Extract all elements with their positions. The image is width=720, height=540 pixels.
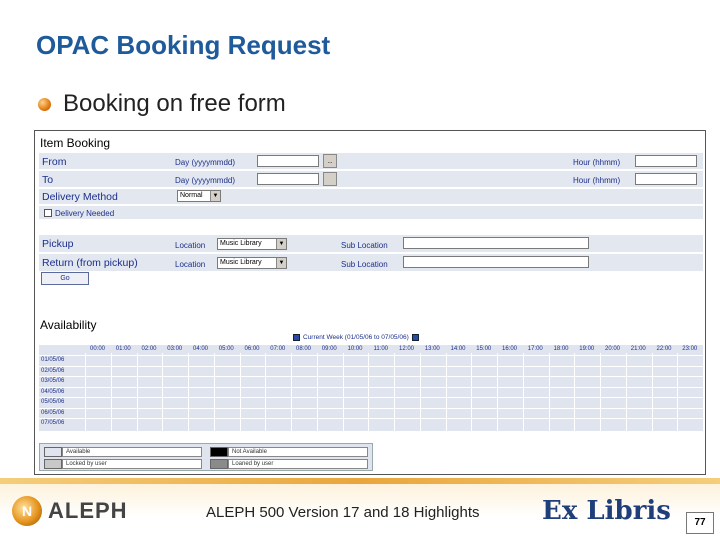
day-label: 02/05/06 <box>41 367 65 374</box>
hour-header: 10:00 <box>347 346 363 352</box>
footer-text: ALEPH 500 Version 17 and 18 Highlights <box>206 504 480 521</box>
delivery-method-row <box>39 188 703 204</box>
hour-header: 14:00 <box>450 346 466 352</box>
legend <box>39 443 373 471</box>
day-label: 04/05/06 <box>41 388 65 395</box>
go-button[interactable]: Go <box>41 272 89 285</box>
from-hour-label: Hour (hhmm) <box>573 158 621 167</box>
to-calendar-button[interactable] <box>323 172 337 186</box>
hour-header: 05:00 <box>218 346 234 352</box>
grid-row-line <box>39 376 703 377</box>
from-row <box>39 152 703 169</box>
grid-row-line <box>39 408 703 409</box>
pickup-sub-location-input[interactable] <box>403 237 589 249</box>
delivery-method-select[interactable] <box>177 190 221 202</box>
hour-header: 00:00 <box>89 346 105 352</box>
legend-loaned-swatch <box>210 459 228 469</box>
delivery-needed-row <box>39 205 703 219</box>
legend-available-swatch <box>44 447 62 457</box>
hour-header: 09:00 <box>321 346 337 352</box>
pickup-location-value: Music Library <box>220 240 262 247</box>
availability-grid <box>39 345 703 431</box>
to-hour-input[interactable] <box>635 173 697 185</box>
hour-header: 20:00 <box>604 346 620 352</box>
return-label: Return (from pickup) <box>42 257 138 269</box>
delivery-needed-label: Delivery Needed <box>55 209 115 218</box>
hour-header: 03:00 <box>167 346 183 352</box>
return-location-label: Location <box>175 260 206 269</box>
grid-row-line <box>39 355 703 356</box>
pickup-location-select[interactable] <box>217 238 287 250</box>
grid-row-line <box>39 397 703 398</box>
return-sub-location-input[interactable] <box>403 256 589 268</box>
aleph-logo-text: ALEPH <box>48 498 128 523</box>
booking-form-screenshot <box>34 130 706 475</box>
to-row <box>39 170 703 187</box>
hour-header: 04:00 <box>192 346 208 352</box>
hour-header: 06:00 <box>244 346 260 352</box>
hour-header: 01:00 <box>115 346 131 352</box>
day-label: 05/05/06 <box>41 399 65 405</box>
hour-header: 23:00 <box>682 346 698 352</box>
grid-row-line <box>39 418 703 419</box>
hour-header: 21:00 <box>630 346 646 352</box>
prev-week-icon[interactable] <box>293 334 300 341</box>
availability-title: Availability <box>40 318 97 332</box>
delivery-needed-checkbox[interactable] <box>44 209 52 217</box>
grid-row-line <box>39 366 703 367</box>
legend-loaned-label: Loaned by user <box>228 459 368 469</box>
chevron-down-icon: ▼ <box>276 239 286 249</box>
from-hour-input[interactable] <box>635 155 697 167</box>
to-label: To <box>42 174 54 186</box>
bullet-dot-icon <box>38 98 51 111</box>
return-location-select[interactable] <box>217 257 287 269</box>
return-row <box>39 253 703 271</box>
grid-row-line <box>39 387 703 388</box>
from-calendar-button[interactable]: .. <box>323 154 337 168</box>
hour-header: 13:00 <box>424 346 440 352</box>
from-day-input[interactable] <box>257 155 319 167</box>
legend-locked-label: Locked by user <box>62 459 202 469</box>
day-label: 01/05/06 <box>41 357 65 363</box>
current-week-label: Current Week (01/05/06 to 07/05/06) <box>303 334 409 341</box>
return-location-value: Music Library <box>220 259 262 266</box>
to-day-input[interactable] <box>257 173 319 185</box>
hour-header: 19:00 <box>579 346 595 352</box>
hour-header: 11:00 <box>373 346 389 352</box>
hour-header: 15:00 <box>476 346 492 352</box>
day-label: 07/05/06 <box>41 420 65 426</box>
hour-header: 17:00 <box>527 346 543 352</box>
exlibris-logo: Ex Libris <box>542 496 671 526</box>
day-label: 03/05/06 <box>41 378 65 384</box>
from-label: From <box>42 156 67 168</box>
from-day-label: Day (yyyymmdd) <box>175 158 236 167</box>
legend-not-available-swatch <box>210 447 228 457</box>
day-label: 06/05/06 <box>41 409 65 416</box>
to-day-label: Day (yyyymmdd) <box>175 176 236 185</box>
aleph-logo <box>12 496 128 526</box>
to-hour-label: Hour (hhmm) <box>573 176 621 185</box>
legend-not-available-label: Not Available <box>228 447 368 457</box>
hour-header: 12:00 <box>398 346 414 352</box>
pickup-sub-location-label: Sub Location <box>341 241 388 250</box>
legend-locked-swatch <box>44 459 62 469</box>
delivery-method-label: Delivery Method <box>42 191 118 203</box>
delivery-method-value: Normal <box>180 192 203 199</box>
pickup-location-label: Location <box>175 241 206 250</box>
hour-header: 22:00 <box>656 346 672 352</box>
hour-header: 08:00 <box>295 346 311 352</box>
current-week-nav <box>293 334 419 341</box>
hour-header: 18:00 <box>553 346 569 352</box>
page-number: 77 <box>686 512 714 534</box>
aleph-logo-icon: N <box>12 496 42 526</box>
next-week-icon[interactable] <box>412 334 419 341</box>
item-booking-title: Item Booking <box>40 136 111 150</box>
bullet-text: Booking on free form <box>63 90 286 117</box>
bullet-item <box>38 90 286 118</box>
hour-header: 07:00 <box>270 346 286 352</box>
chevron-down-icon: ▼ <box>210 191 220 201</box>
pickup-label: Pickup <box>42 238 74 250</box>
chevron-down-icon: ▼ <box>276 258 286 268</box>
hour-header: 02:00 <box>141 346 157 352</box>
pickup-row <box>39 234 703 252</box>
return-sub-location-label: Sub Location <box>341 260 388 269</box>
legend-available-label: Available <box>62 447 202 457</box>
hour-header: 16:00 <box>501 346 517 352</box>
slide-title: OPAC Booking Request <box>36 30 331 60</box>
